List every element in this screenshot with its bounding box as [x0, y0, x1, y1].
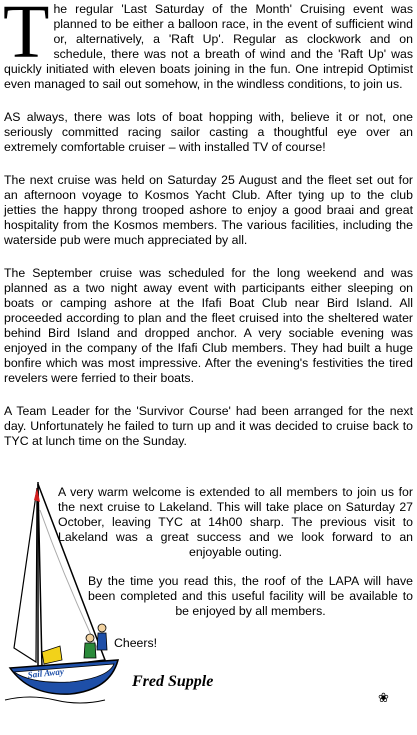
paragraph-2: AS always, there was lots of boat hopping with, believe it or not, one seriously committed racing sailor casting a thoughtful eye over an extremely comfortable cruiser – with installed TV of course! [4, 110, 413, 154]
closing-section [0, 480, 417, 730]
paragraph-1 [4, 2, 413, 92]
closing-cheers: Cheers! [114, 636, 158, 650]
boat-name: Sail Away [27, 666, 65, 680]
article [4, 2, 413, 467]
signature: Fred Supple [132, 673, 214, 690]
drop-cap: T [3, 0, 50, 74]
welcome-paragraph: A very warm welcome is extended to all members to join us for the next cruise to Lakeland. This will take place on Saturday 27 October, leaving TYC at 14h00 sharp. The previous visit to Lakeland was a great success and we look forward to an enjoyable outing. [58, 485, 413, 559]
paragraph-4: The September cruise was scheduled for the long weekend and was planned as a two night away event with participants either sleeping on boats or camping ashore at the Ifafi Boat Club near Bird Island. All proceeded according to plan and the fleet cruised into the sheltered water behind Bird Island and dropped anchor. A very sociable evening was enjoyed in the company of the Ifafi Club members. They had built a huge bonfire which was most impressive. After the evening's festivities the tired revelers were ferried to their boats. [4, 266, 413, 385]
lapa-paragraph: By the time you read this, the roof of the LAPA will have been completed and this useful facility will be available to be enjoyed by all members. [88, 574, 413, 618]
paragraph-3: The next cruise was held on Saturday 25 August and the fleet set out for an afternoon voyage to Kosmos Yacht Club. After tying up to the club jetties the happy throng trooped ashore to enjoy a good braai and great hospitality from the Kosmos members. The various facilities, including the waterside pub were much appreciated by all. [4, 173, 413, 247]
paragraph-5: A Team Leader for the 'Survivor Course' had been arranged for the next day. Unfortunately he failed to turn up and it was decided to cruise back to TYC at lunch time on the Sunday. [4, 404, 413, 448]
paragraph-1-text: he regular 'Last Saturday of the Month' Cruising event was planned to be either a balloon race, in the event of sufficient wind or, alternatively, a 'Raft Up'. Regular as clockwork and on schedule, there was not a breath of wind and the 'Raft Up' was quickly initiated with eleven boats joining in the fun. One intrepid Optimist even managed to sail out somehow, in the windless conditions, to join us. [4, 2, 413, 91]
flower-ornament-icon: ❀ [378, 690, 389, 705]
